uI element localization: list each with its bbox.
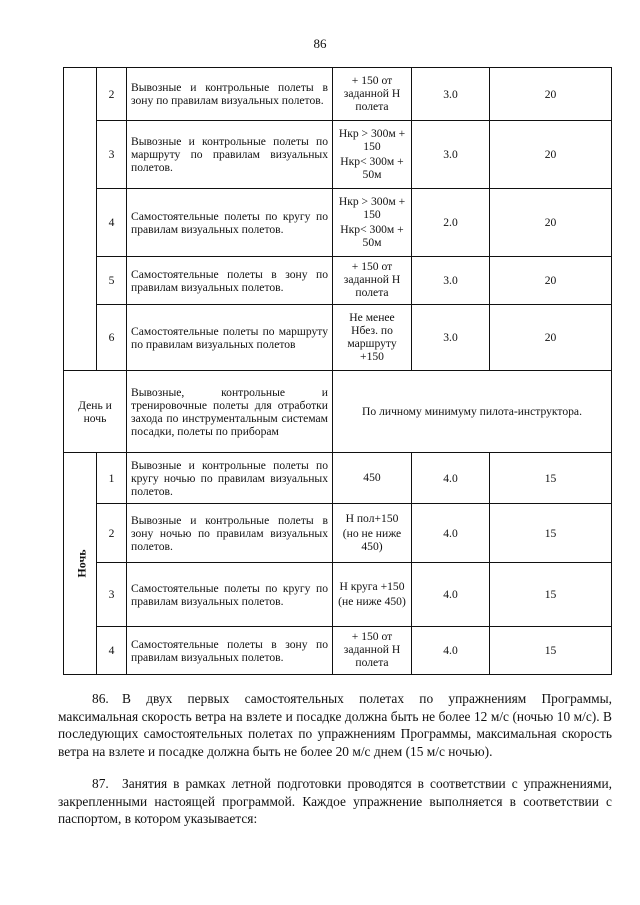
paragraph-text: Занятия в рамках летной подготовки проводятся в соответствии с упражнениями, закрепленными настоящей программой. Каждое упражнение выполняется в соответствии с паспортом, в котором указывается:: [58, 776, 612, 826]
day-group-cell: [64, 68, 97, 371]
altitude-line: Нкр< 300м + 50м: [340, 154, 404, 181]
exercise-description: Самостоятельные полеты по маршруту по правилам визуальных полетов: [127, 305, 333, 371]
table-row: [64, 189, 612, 257]
visibility-value: 4.0: [412, 453, 490, 504]
altitude-cell: [333, 453, 412, 504]
altitude-line: Нкр > 300м + 150: [338, 126, 406, 153]
exercise-description: Самостоятельные полеты по кругу по правилам визуальных полетов.: [127, 189, 333, 257]
altitude-cell: [333, 563, 412, 627]
visibility-value: 3.0: [412, 121, 490, 189]
altitude-cell: [333, 257, 412, 305]
altitude-cell: [333, 121, 412, 189]
row-number: 1: [97, 453, 127, 504]
altitude-line: (но не ниже 450): [342, 526, 402, 553]
altitude-cell: [333, 305, 412, 371]
wind-value: 20: [490, 257, 612, 305]
wind-value: 20: [490, 305, 612, 371]
minimum-note: По личному минимуму пилота-инструктора.: [333, 371, 612, 453]
table-row: [64, 627, 612, 675]
altitude-line: Нкр > 300м + 150: [338, 194, 406, 221]
altitude-line: + 150 от заданной Н полета: [343, 260, 401, 299]
visibility-value: 3.0: [412, 257, 490, 305]
exercise-description: Вывозные и контрольные полеты по кругу ночью по правилам визуальных полетов.: [127, 453, 333, 504]
wind-value: 20: [490, 121, 612, 189]
altitude-line: Н круга +150: [339, 579, 405, 593]
paragraph-text: В двух первых самостоятельных полетах по упражнениям Программы, максимальная скорость ветра на взлете и посадке должна быть не более 12 м/с (ночью 10 м/с). В последующих самостоятельных полетах по упражнениям Программы, максимальная скорость ветра на взлете и посадке должна быть не более 20 м/с днем (15 м/с ночью).: [58, 691, 612, 759]
visibility-value: 4.0: [412, 627, 490, 675]
flight-minimums-table: [63, 67, 612, 675]
altitude-line: Н пол+150: [345, 511, 399, 525]
altitude-line: Не менее Нбез. по маршруту +150: [347, 310, 397, 363]
wind-value: 15: [490, 504, 612, 563]
altitude-line: + 150 от заданной Н полета: [343, 73, 401, 113]
day-night-group-label: День и ночь: [64, 371, 127, 453]
altitude-line: + 150 от заданной Н полета: [343, 630, 401, 669]
exercise-description: Вывозные и контрольные полеты по маршруту по правилам визуальных полетов.: [127, 121, 333, 189]
table-row: [64, 305, 612, 371]
table-row: [64, 563, 612, 627]
exercise-description: Вывозные, контрольные и тренировочные полеты для отработки захода по инструментальным системам посадки, полеты по приборам: [127, 371, 333, 453]
paragraph-86: [58, 690, 612, 760]
row-number: 4: [97, 189, 127, 257]
row-number: 3: [97, 121, 127, 189]
altitude-line: Нкр< 300м + 50м: [340, 222, 404, 249]
row-number: 6: [97, 305, 127, 371]
table-row: [64, 504, 612, 563]
altitude-cell: [333, 627, 412, 675]
wind-value: 20: [490, 68, 612, 121]
exercise-description: Самостоятельные полеты в зону по правилам визуальных полетов.: [127, 257, 333, 305]
exercise-description: Вывозные и контрольные полеты в зону по правилам визуальных полетов.: [127, 68, 333, 121]
row-number: 2: [97, 504, 127, 563]
visibility-value: 4.0: [412, 504, 490, 563]
exercise-description: Вывозные и контрольные полеты в зону ночью по правилам визуальных полетов.: [127, 504, 333, 563]
altitude-cell: [333, 504, 412, 563]
wind-value: 15: [490, 627, 612, 675]
wind-value: 20: [490, 189, 612, 257]
altitude-cell: [333, 68, 412, 121]
row-number: 4: [97, 627, 127, 675]
wind-value: 15: [490, 563, 612, 627]
altitude-cell: [333, 189, 412, 257]
wind-value: 15: [490, 453, 612, 504]
visibility-value: 3.0: [412, 68, 490, 121]
table-row: [64, 371, 612, 453]
altitude-line: 450: [363, 470, 381, 484]
visibility-value: 2.0: [412, 189, 490, 257]
paragraph-number: 87.: [92, 776, 109, 791]
exercise-description: Самостоятельные полеты в зону по правилам визуальных полетов.: [127, 627, 333, 675]
paragraph-number: 86.: [92, 691, 109, 706]
page-number: 86: [313, 36, 327, 51]
table-row: [64, 453, 612, 504]
row-number: 3: [97, 563, 127, 627]
row-number: 5: [97, 257, 127, 305]
night-group-cell: [64, 453, 97, 675]
visibility-value: 3.0: [412, 305, 490, 371]
exercise-description: Самостоятельные полеты по кругу по правилам визуальных полетов.: [127, 563, 333, 627]
night-group-label: Ночь: [74, 549, 89, 578]
paragraph-87: [58, 775, 612, 828]
table-row: [64, 121, 612, 189]
altitude-line: (не ниже 450): [338, 594, 406, 608]
visibility-value: 4.0: [412, 563, 490, 627]
row-number: 2: [97, 68, 127, 121]
table-row: [64, 257, 612, 305]
table-row: [64, 68, 612, 121]
